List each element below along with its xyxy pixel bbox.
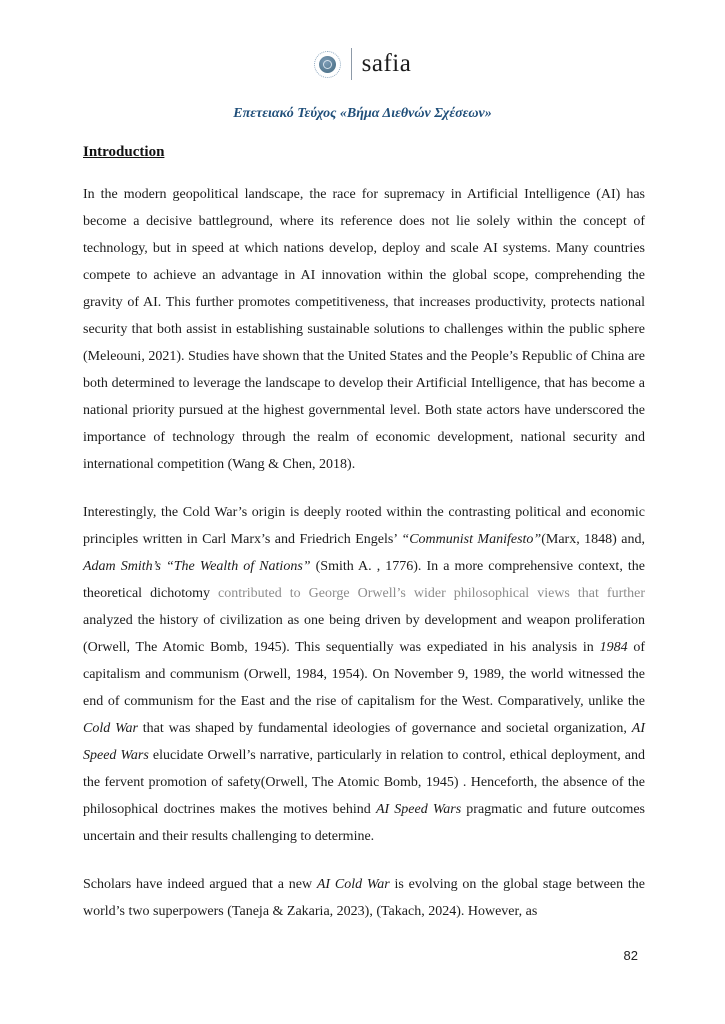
- document-body: [83, 181, 645, 946]
- page-number: 82: [623, 948, 638, 963]
- paragraph-3: Scholars have indeed argued that a new AI Cold War is evolving on the global stage between the world’s two superpowers (Taneja & Zakaria, 2023), (Takach, 2024). However, as: [83, 877, 645, 919]
- section-heading-introduction: Introduction: [83, 144, 165, 160]
- paragraph-1: In the modern geopolitical landscape, the race for supremacy in Artificial Intelligence (AI) has become a decisive battleground, where its reference does not lie solely within the concept of technology, but in speed at which nations develop, deploy and scale AI systems. Many countries compete to achieve an advantage in AI innovation within the global scope, comprehending the gravity of AI. This further promotes competitiveness, that increases productivity, protects national security that both assist in establishing sustainable solutions to challenges within the public sphere (Meleouni, 2021). Studies have shown that the United States and the People’s Republic of China are both determined to leverage the landscape to develop their Artificial Intelligence, that has become a national priority pursued at the highest governmental level. Both state actors have underscored the importance of technology through the realm of economic development, national security and international competition (Wang & Chen, 2018).: [83, 187, 645, 472]
- issue-title: Επετειακό Τεύχος «Βήμα Διεθνών Σχέσεων»: [233, 106, 492, 121]
- safia-seal-icon: [314, 51, 341, 78]
- logo-divider: [351, 48, 352, 80]
- safia-logo: [0, 48, 725, 80]
- logo-text: safia: [361, 50, 412, 77]
- paragraph-2: Interestingly, the Cold War’s origin is deeply rooted within the contrasting political and economic principles written in Carl Marx’s and Friedrich Engels’ “Communist Manifesto”(Marx, 1848) and, Adam Smith’s “The Wealth of Nations” (Smith A. , 1776). In a more comprehensive context, the theoretical dichotomy contributed to George Orwell’s wider philosophical views that further analyzed the history of civilization as one being driven by development and weapon proliferation (Orwell, The Atomic Bomb, 1945). This sequentially was expediated in his analysis in 1984 of capitalism and communism (Orwell, 1984, 1954). On November 9, 1989, the world witnessed the end of communism for the East and the rise of capitalism for the West. Comparatively, unlike the Cold War that was shaped by fundamental ideologies of governance and societal organization, AI Speed Wars elucidate Orwell’s narrative, particularly in relation to control, ethical deployment, and the fervent promotion of safety(Orwell, The Atomic Bomb, 1945) . Henceforth, the absence of the philosophical doctrines makes the motives behind AI Speed Wars pragmatic and future outcomes uncertain and their results challenging to determine.: [83, 505, 646, 844]
